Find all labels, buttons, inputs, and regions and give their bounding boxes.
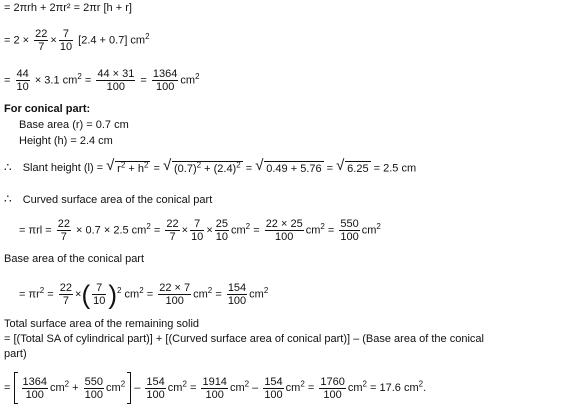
fraction: $\frac{22 \times 7}{100}$ [159, 282, 191, 307]
fraction: $\frac{1364}{100}$ [22, 375, 47, 401]
cylinder-result-line: = $\frac{44}{10}$ × 3.1 $cm^2$ = $\frac{44 \times 31}{100}$ = $\frac{1364}{100}$ $cm^2$ [4, 68, 200, 93]
fraction: $\frac{25}{10}$ [215, 218, 228, 243]
therefore-symbol: ∴ [4, 160, 12, 175]
fraction: $\frac{7}{10}$ [59, 28, 73, 53]
total-expression-line1: = [(Total SA of cylindrical part)] + [(Curved surface area of conical part)] – (Base area of the conical [4, 333, 484, 345]
fraction: $\frac{22}{7}$ [59, 282, 72, 307]
fraction: $\frac{1914}{100}$ [202, 375, 227, 401]
fraction: $\frac{44}{10}$ [16, 68, 29, 93]
text: [2.4 + 0.7] cm [78, 34, 146, 47]
fraction: $\frac{7}{10}$ [93, 282, 106, 307]
fraction: $\frac{22}{7}$ [166, 218, 179, 243]
fraction: $\frac{22 \times 25}{100}$ [265, 218, 303, 243]
therefore-symbol: ∴ [4, 192, 12, 206]
fraction: $\frac{550}{100}$ [340, 218, 359, 243]
fraction: $\frac{22}{7}$ [57, 218, 70, 243]
fraction: $\frac{44 \times 31}{100}$ [97, 68, 135, 93]
total-calc-line: = $\frac{1364}{100}$ $cm^2$ + $\frac{550}{100}$ $cm^2$ – $\frac{154}{100}$ $cm^2$ = $\frac{1914}{100}$ $cm^2$ – $\frac{154}{100}$ $cm^2$ = $\frac{1760}{100}$ $cm^2 = 17.6$ $cm^2$. [4, 372, 426, 404]
fraction: $\frac{154}{100}$ [227, 282, 247, 307]
fraction: $\frac{154}{100}$ [264, 375, 283, 401]
slant-height-line: ∴ Slant height (l) = √ $r^2 + h^2$ = √ $(0.7)^2 + (2.4)^2$ = √ 0.49 + 5.76 = √ 6.25 = 2.5 cm [4, 157, 417, 175]
fraction: $\frac{550}{100}$ [84, 375, 104, 401]
fraction: $\frac{22}{7}$ [35, 28, 48, 53]
fraction: $\frac{1364}{100}$ [152, 68, 178, 93]
fraction: $\frac{154}{100}$ [146, 375, 165, 401]
bracket-open [14, 372, 18, 404]
square-root: √ $r^2 + h^2$ [106, 157, 149, 175]
total-expression-line2: part) [4, 348, 27, 360]
cylinder-formula-line: = 2πrh + 2πr² = 2πr [h + r] [4, 2, 132, 14]
base-area-label: Base area of the conical part [4, 253, 145, 265]
total-label: Total surface area of the remaining solid [4, 318, 200, 330]
square-root: √ 0.49 + 5.76 [255, 157, 322, 175]
base-area-calc-line: = $\pi r^2$ = $\frac{22}{7}$ ×( $\frac{7}{10}$ )$^2$ $cm^2$ = $\frac{22 \times 7}{100}$ $cm^2$ = $\frac{154}{100}$ $cm^2$ [19, 279, 269, 310]
fraction: $\frac{7}{10}$ [191, 218, 204, 243]
bracket-close [127, 372, 131, 404]
cone-height: Height (h) = 2.4 cm [19, 135, 113, 147]
fraction: $\frac{1760}{100}$ [320, 375, 345, 401]
cone-heading: For conical part: [4, 103, 91, 115]
square-root: √ 6.25 [336, 157, 369, 175]
csa-calc-line: = πrl = $\frac{22}{7}$ × 0.7 × 2.5 $cm^2$ = $\frac{22}{7}$ × $\frac{7}{10}$ × $\frac{25}{10}$ $cm^2$ = $\frac{22 \times 25}{100}$ $cm^2$ = $\frac{550}{100}$ $cm^2$ [19, 218, 381, 243]
csa-label-line: ∴ Curved surface area of the conical part [4, 192, 213, 206]
text: = 2 × [4, 34, 30, 47]
cylinder-substitution-line: = 2 × $\frac{22}{7}$ × $\frac{7}{10}$ [2.4 + 0.7] $cm^2$ [4, 28, 150, 53]
square-root: √ $(0.7)^2 + (2.4)^2$ [162, 157, 241, 175]
cone-base: Base area (r) = 0.7 cm [19, 119, 129, 131]
